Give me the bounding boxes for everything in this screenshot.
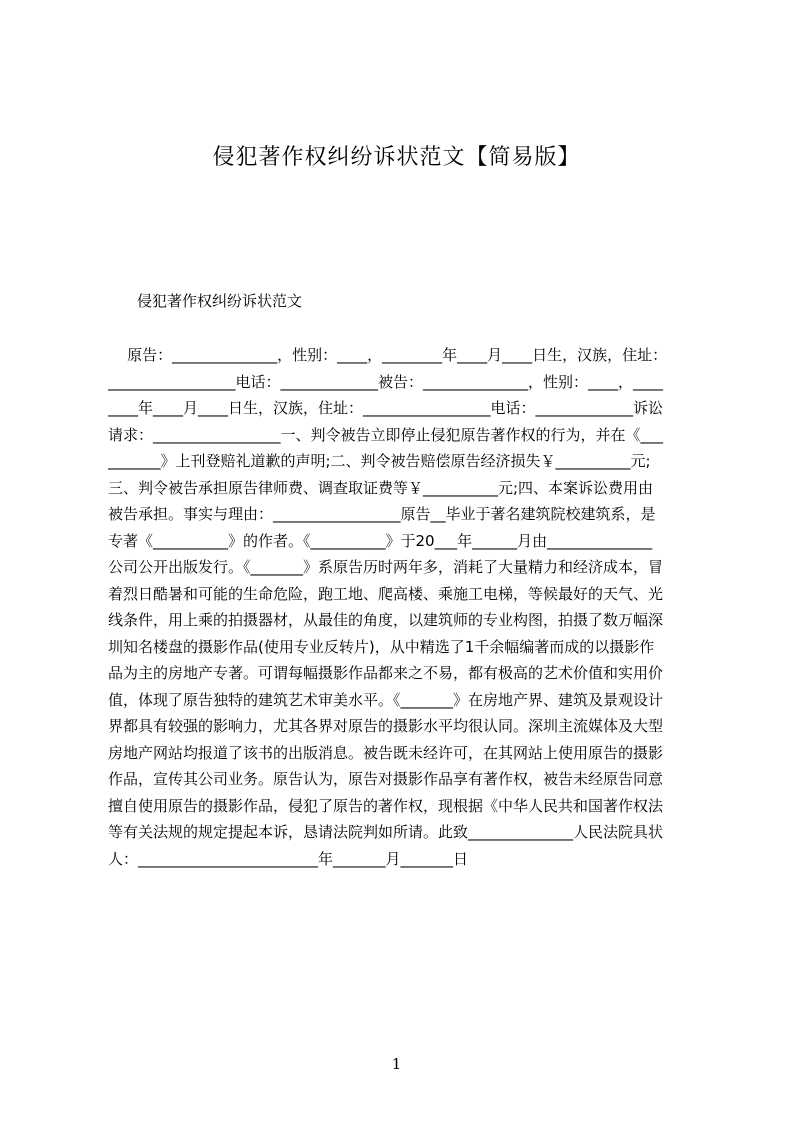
body-line-text: 原告：______________，性别：____，________年____月____日生，汉族，住址：	[108, 346, 668, 364]
document-title: 侵犯著作权纠纷诉状范文【简易版】	[212, 145, 581, 170]
body-line	[108, 501, 708, 528]
body-line-text: ____年____月____日生，汉族，住址：_________________电话：_____________诉讼	[108, 399, 664, 417]
body-line-text: 作品，宣传其公司业务。原告认为，原告对摄影作品享有著作权，被告未经原告同意	[108, 770, 664, 788]
body-line	[108, 660, 708, 687]
body-line-text: 界都具有较强的影响力，尤其各界对原告的摄影水平均很认同。深圳主流媒体及大型	[108, 717, 664, 735]
document-subtitle: 侵犯著作权纠纷诉状范文	[137, 292, 303, 310]
body-line	[108, 793, 708, 820]
body-line-text: 值，体现了原告独特的建筑艺术审美水平。《_______》在房地产界、建筑及景观设计	[108, 690, 664, 709]
body-line	[108, 395, 708, 422]
body-line-text: 着烈日酷暑和可能的生命危险，跑工地、爬高楼、乘施工电梯，等候最好的天气、光	[108, 584, 664, 603]
body-line-text: 品为主的房地产专著。可谓每幅摄影作品都来之不易，都有极高的艺术价值和实用价	[108, 664, 664, 682]
body-line	[108, 634, 708, 661]
body-line-text: 专著《__________》的作者。《__________》于20___年______月由______________	[108, 531, 653, 550]
body-line	[108, 766, 708, 793]
body-line	[108, 554, 708, 581]
body-line-text: 三、判令被告承担原告律师费、调查取证费等￥__________元;四、本案诉讼费用由	[108, 478, 654, 497]
body-line	[108, 846, 708, 873]
body-line-text: 被告承担。事实与理由：_________________原告__毕业于著名建筑院校建筑系，是	[108, 505, 656, 523]
body-line	[108, 713, 708, 740]
body-line-text: 请求：_________________一、判令被告立即停止侵犯原告著作权的行为，并在《___	[108, 425, 664, 444]
body-line-text: 公司公开出版发行。《_______》系原告历时两年多，消耗了大量精力和经济成本，冒	[108, 558, 664, 576]
body-line	[108, 369, 708, 396]
body-line-text: 人：________________________年_______月_______日	[108, 849, 469, 868]
body-line	[108, 422, 708, 449]
page-number: 1	[391, 1055, 402, 1073]
body-line-text: _________________电话：_____________被告：______________，性别：____，____	[108, 372, 664, 391]
body-line-text: 房地产网站均报道了该书的出版消息。被告既未经许可，在其网站上使用原告的摄影	[108, 743, 664, 762]
body-line	[108, 581, 708, 608]
body-line	[108, 475, 708, 502]
body-line-text: 圳知名楼盘的摄影作品(使用专业反转片)，从中精选了1千余幅编著而成的以摄影作	[108, 637, 655, 656]
body-line	[108, 607, 708, 634]
body-line-text: 等有关法规的规定提起本诉，恳请法院判如所请。此致______________人民法院具状	[108, 823, 664, 841]
body-line	[108, 687, 708, 714]
body-line	[108, 342, 708, 369]
body-line	[108, 740, 708, 767]
complaint-body	[108, 342, 708, 872]
body-line-text: _______》上刊登赔礼道歉的声明;二、判令被告赔偿原告经济损失￥__________元;	[108, 452, 651, 470]
body-line-text: 擅自使用原告的摄影作品，侵犯了原告的著作权，现根据《中华人民共和国著作权法	[108, 796, 664, 815]
body-line	[108, 448, 708, 475]
body-line-text: 线条件，用上乘的拍摄器材，从最佳的角度，以建筑师的专业构图，拍摄了数万幅深	[108, 611, 664, 629]
body-line	[108, 528, 708, 555]
body-line	[108, 819, 708, 846]
